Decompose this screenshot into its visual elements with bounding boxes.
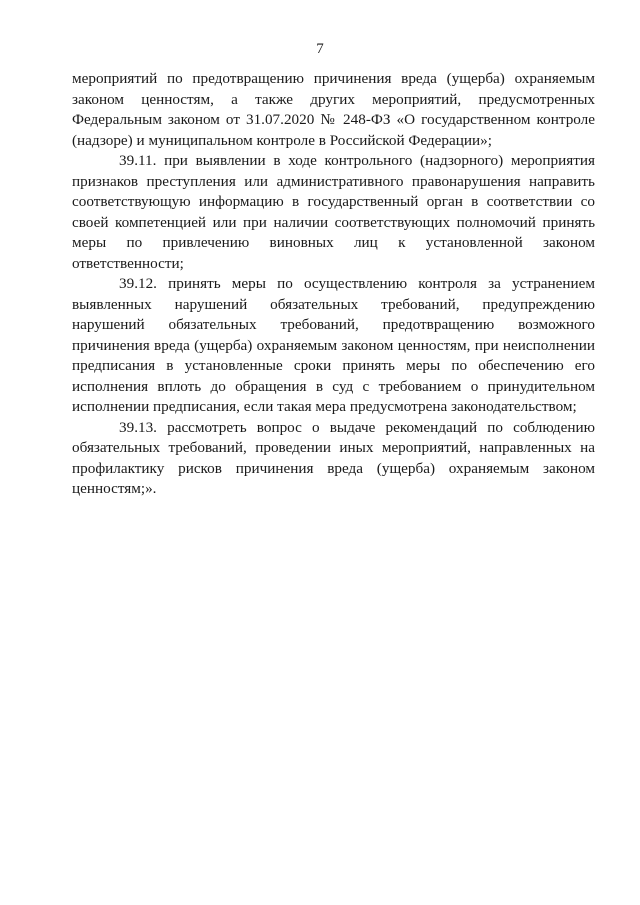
paragraph-continuation: мероприятий по предотвращению причинения вреда (ущерба) охраняемым законом ценностям, а также других мероприятий, предусмотренных Федеральным законом от 31.07.2020 № 248-ФЗ «О государственном контроле (надзоре) и муниципальном контроле в Российской Федерации»; [72,70,595,149]
page-number: 7 [316,41,324,57]
document-body [72,69,595,500]
paragraph-39-11: 39.11. при выявлении в ходе контрольного (надзорного) мероприятия признаков преступления или административного правонарушения направить соответствующую информацию в государственный орган в соответствии со своей компетенцией или при наличии соответствующих полномочий принять меры по привлечению виновных лиц к установленной законом ответственности; [72,152,595,272]
paragraph-39-12: 39.12. принять меры по осуществлению контроля за устранением выявленных нарушений обязательных требований, предупреждению нарушений обязательных требований, предотвращению возможного причинения вреда (ущерба) охраняемым законом ценностям, при неисполнении предписания в установленные сроки принять меры по обеспечению его исполнения вплоть до обращения в суд с требованием о принудительном исполнении предписания, если такая мера предусмотрена законодательством; [72,275,595,415]
paragraph-39-13: 39.13. рассмотреть вопрос о выдаче рекомендаций по соблюдению обязательных требований, проведении иных мероприятий, направленных на профилактику рисков причинения вреда (ущерба) охраняемым законом ценностям;». [72,418,595,497]
